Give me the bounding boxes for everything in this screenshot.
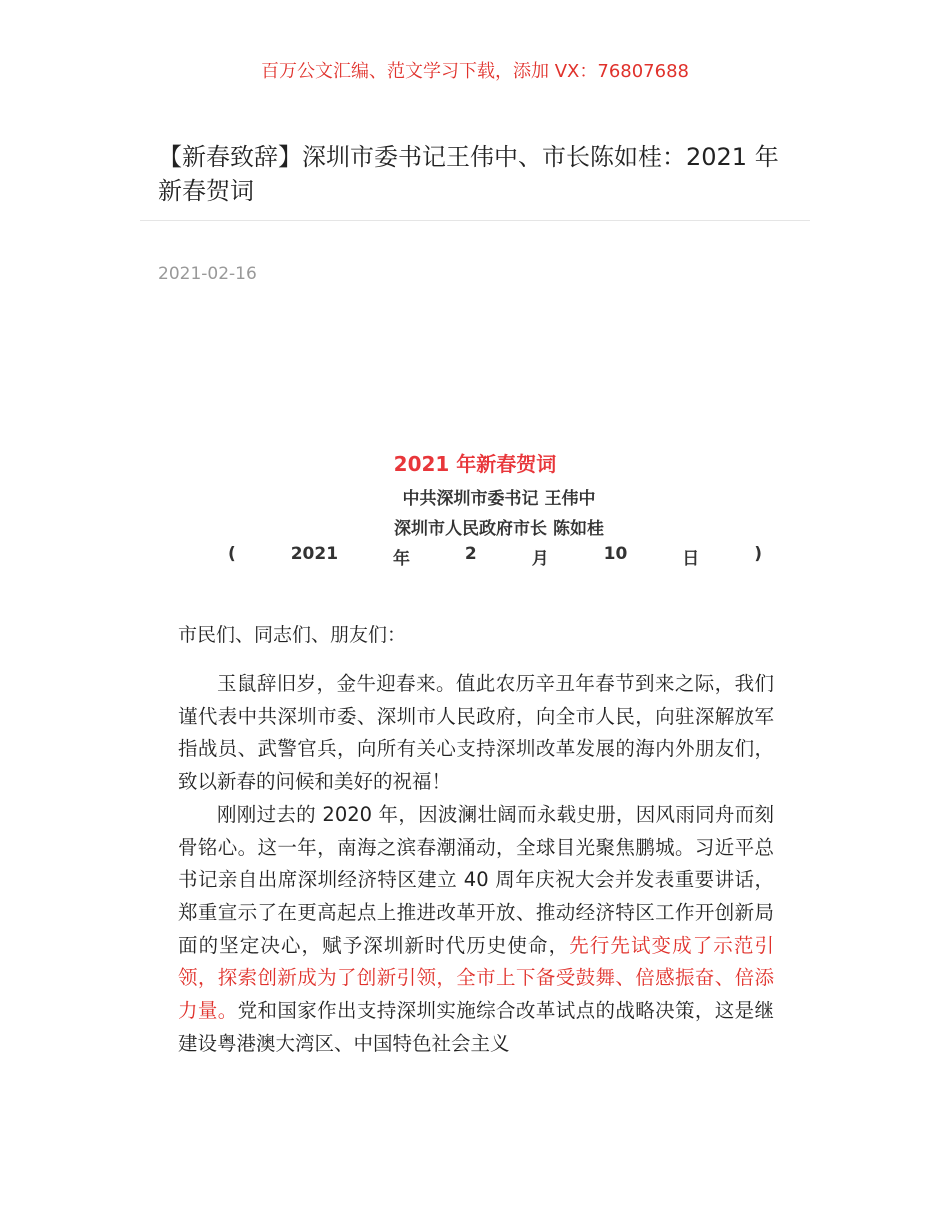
date-open-paren: ( (228, 544, 236, 564)
greeting-title: 2021 年新春贺词 (393, 452, 557, 476)
paragraph-2 (178, 799, 774, 1061)
promo-banner: 百万公文汇编、范文学习下载，添加 VX：76807688 (261, 61, 689, 82)
title-divider (140, 220, 810, 221)
byline-party-secretary: 中共深圳市委书记 王伟中 (402, 489, 596, 509)
salutation: 市民们、同志们、朋友们： (178, 624, 407, 646)
speech-body (178, 668, 774, 1060)
date-day-unit: 日 (682, 549, 700, 569)
byline-mayor: 深圳市人民政府市长 陈如桂 (394, 519, 604, 539)
date-day: 10 (603, 544, 628, 564)
paragraph-2-text-a: 刚刚过去的 2020 年，因波澜壮阔而永载史册，因风雨同舟而刻骨铭心。这一年，南海之滨春潮涌动，全球目光聚焦鹏城。习近平总书记亲自出席深圳经济特区建立 40 周年庆祝大会并发表重要讲话，郑重宣示了在更高起点上推进改革开放、推动经济特区工作开创新局面的坚定决心，赋予深圳新时代历史使命， (178, 802, 774, 957)
date-year-unit: 年 (392, 549, 410, 569)
date-year: 2021 (290, 544, 339, 564)
paragraph-1: 玉鼠辞旧岁，金牛迎春来。值此农历辛丑年春节到来之际，我们谨代表中共深圳市委、深圳市人民政府，向全市人民，向驻深解放军指战员、武警官兵，向所有关心支持深圳改革发展的海内外朋友们，致以新春的问候和美好的祝福！ (178, 672, 774, 794)
paragraph-2-highlight: 先行先试变成了示范引领，探索创新成为了创新引领，全市上下备受鼓舞、倍感振奋、倍添力量。 (178, 933, 774, 1023)
date-month: 2 (464, 544, 477, 564)
date-month-unit: 月 (531, 549, 549, 569)
paragraph-2-text-b: 党和国家作出支持深圳实施综合改革试点的战略决策，这是继建设粤港澳大湾区、中国特色社会主义 (178, 999, 774, 1055)
speech-date (228, 544, 762, 569)
article-title: 【新春致辞】深圳市委书记王伟中、市长陈如桂：2021 年新春贺词 (158, 143, 779, 205)
publish-date: 2021-02-16 (158, 264, 257, 284)
date-close-paren: ) (754, 544, 762, 564)
